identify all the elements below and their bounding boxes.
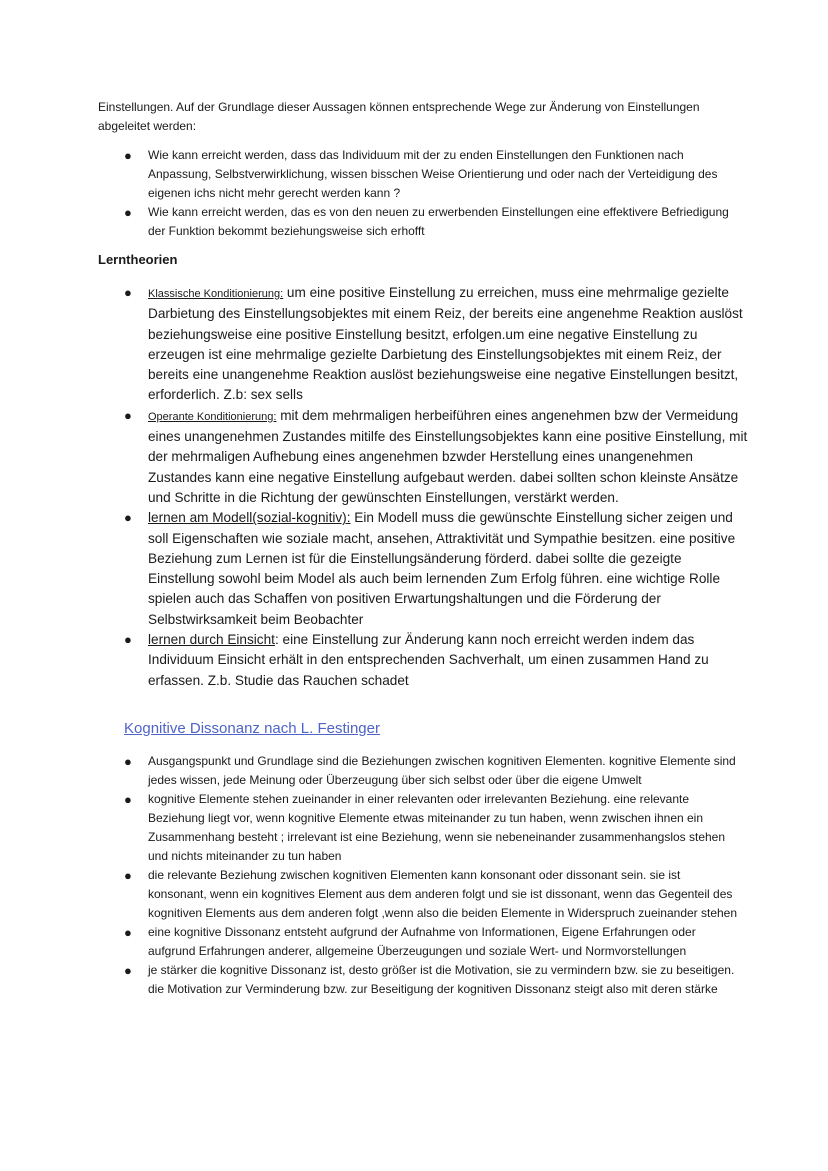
bullet-icon: ● xyxy=(124,407,132,423)
list-item-text: Wie kann erreicht werden, das es von den neuen zu erwerbenden Einstellungen eine effektivere Befriedigung der Funktion bekommt beziehungsweise sich erhofft xyxy=(148,205,729,238)
bullet-icon: ● xyxy=(124,792,132,807)
bullet-icon: ● xyxy=(124,148,132,163)
list-item xyxy=(98,203,738,241)
list-item xyxy=(98,790,738,866)
bullet-icon: ● xyxy=(124,925,132,940)
list-item xyxy=(98,406,748,508)
list-item-text: die relevante Beziehung zwischen kognitiven Elementen kann konsonant oder dissonant sein. sie ist konsonant, wenn ein kognitives Element aus dem anderen folgt und sie ist dissonant, wenn das Gegenteil des kognitiven Elements aus dem anderen folgt ,wenn also die beiden Elemente in Widerspruch zueinander stehen xyxy=(148,868,738,920)
intro-paragraph: Einstellungen. Auf der Grundlage dieser Aussagen können entsprechende Wege zur Änderung von Einstellungen abgeleitet werden: xyxy=(98,100,700,133)
bullet-icon: ● xyxy=(124,754,132,769)
list-item xyxy=(98,283,748,406)
list-item xyxy=(98,752,738,790)
bullet-icon: ● xyxy=(124,632,132,648)
list-item xyxy=(98,866,738,923)
section-heading-lerntheorien: Lerntheorien xyxy=(98,252,178,267)
lerntheorien-list xyxy=(98,283,748,691)
term-label: lernen am Modell(sozial-kognitiv): xyxy=(148,510,351,526)
list-item xyxy=(98,508,748,630)
list-item-text: Ausgangspunkt und Grundlage sind die Beziehungen zwischen kognitiven Elementen. kognitive Elemente sind jedes wissen, jede Meinung oder Überzeugung über sich selbst oder über die eigene Umwelt xyxy=(148,754,736,787)
list-item xyxy=(98,961,738,999)
term-label: lernen durch Einsicht xyxy=(148,632,275,648)
bullet-icon: ● xyxy=(124,963,132,978)
bullet-icon: ● xyxy=(124,510,132,526)
list-item-text: Ein Modell muss die gewünschte Einstellung sicher zeigen und soll Eigenschaften wie soziale macht, ansehen, Attraktivität und Sympathie besitzen. eine positive Beziehung zum Lernen ist für die Einstellungsänderung förderd. dabei sollte die gezeigte Einstellung sowohl beim Model als auch beim lernenden Zum Erfolg führen. eine wichtige Rolle spielen auch das Schaffen von positiven Erwartungshaltungen und die Förderung der Selbstwirksamkeit beim Beobachter xyxy=(148,510,736,627)
dissonanz-list xyxy=(98,752,738,999)
bullet-icon: ● xyxy=(124,205,132,220)
list-item xyxy=(98,923,738,961)
list-item xyxy=(98,146,738,203)
section-heading-dissonanz[interactable]: Kognitive Dissonanz nach L. Festinger xyxy=(124,720,380,737)
list-item xyxy=(98,630,748,691)
list-item-text: um eine positive Einstellung zu erreichen, muss eine mehrmalige gezielte Darbietung des Einstellungsobjektes mit einem Reiz, der bereits eine angenehme Reaktion auslöst beziehungsweise eine positive Einstellung besitzt, erfolgen.um eine negative Einstellung zu erzeugen ist eine mehrmalige gezielte Darbietung des Einstellungsobjektes mit einem Reiz, der bereits eine unangenehme Reaktion auslöst beziehungsweise eine negative Einstellungen besitzt, erforderlich. Z.b: sex sells xyxy=(148,285,743,403)
bullet-icon: ● xyxy=(124,285,132,300)
term-label: Operante Konditionierung: xyxy=(148,410,277,423)
list-item-text: je stärker die kognitive Dissonanz ist, desto größer ist die Motivation, sie zu vermindern bzw. sie zu beseitigen. die Motivation zur Verminderung bzw. zur Beseitigung der kognitiven Dissonanz steigt also mit deren stärke xyxy=(148,963,735,996)
list-item-text: kognitive Elemente stehen zueinander in einer relevanten oder irrelevanten Beziehung. eine relevante Beziehung liegt vor, wenn kognitive Elemente etwas miteinander zu tun haben, wenn zwischen ihnen ein Zusammenhang besteht ; irrelevant ist eine Beziehung, wenn sie nebeneinander zusammenhangslos stehen und nichts miteinander zu tun haben xyxy=(148,792,726,863)
bullet-icon: ● xyxy=(124,868,132,883)
question-list xyxy=(98,146,738,241)
list-item-text: eine kognitive Dissonanz entsteht aufgrund der Aufnahme von Informationen, Eigene Erfahrungen oder aufgrund Erfahrungen anderer, allgemeine Überzeugungen und soziale Wert- und Normvorstellungen xyxy=(148,925,696,958)
list-item-text: mit dem mehrmaligen herbeiführen eines angenehmen bzw der Vermeidung eines unangenehmen Zustandes mitilfe des Einstellungsobjektes kann eine positive Einstellung, mit der mehrmaligen Aufhebung eines angenehmen bzwder Herstellung eines unangenehmen Zustandes kann eine negative Einstellung aufgebaut werden. dabei sollten schon kleinste Ansätze und Schritte in die Richtung der gewünschten Einstellungen, verstärkt werden. xyxy=(148,407,748,505)
list-item-text: : eine Einstellung zur Änderung kann noch erreicht werden indem das Individuum Einsicht erhält in den entsprechenden Sachverhalt, um einen zusammen Hand zu erfassen. Z.b. Studie das Rauchen schadet xyxy=(148,632,709,688)
term-label: Klassische Konditionierung: xyxy=(148,288,284,300)
list-item-text: Wie kann erreicht werden, dass das Individuum mit der zu enden Einstellungen den Funktionen nach Anpassung, Selbstverwirklichung, wissen bisschen Weise Orientierung und oder nach der Verteidigung des eigenen ichs nicht mehr gerecht werden kann ? xyxy=(148,148,718,200)
